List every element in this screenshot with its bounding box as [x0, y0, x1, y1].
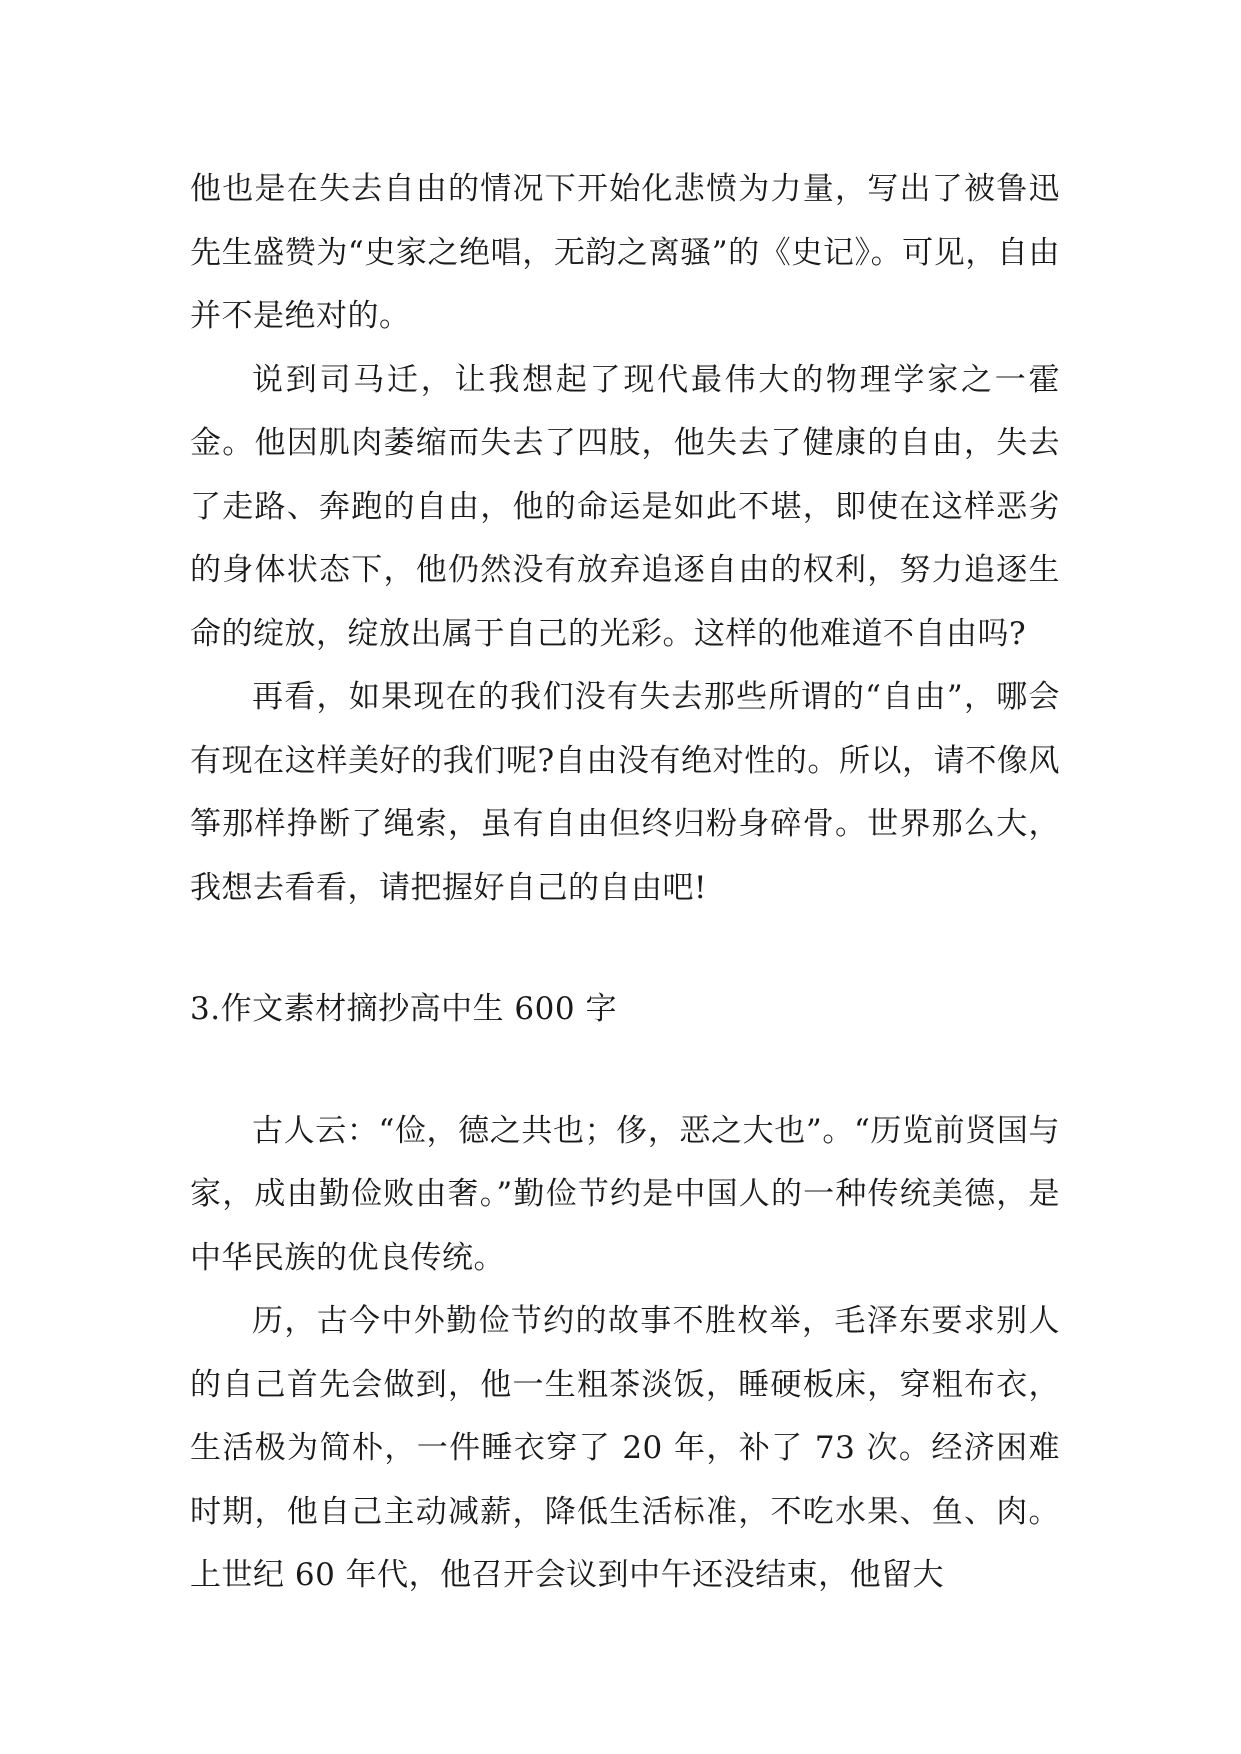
section-heading: 3.作文素材摘抄高中生 600 字 — [190, 991, 617, 1027]
paragraph: 再看，如果现在的我们没有失去那些所谓的“自由”，哪会有现在这样美好的我们呢?自由没有绝对性的。所以，请不像风筝那样挣断了绳索，虽有自由但终归粉身碎骨。世界那么大，我想去看看，请把握好自己的自由吧! — [190, 679, 1060, 906]
paragraph: 历，古今中外勤俭节约的故事不胜枚举，毛泽东要求别人的自己首先会做到，他一生粗茶淡饭，睡硬板床，穿粗布衣，生活极为简朴，一件睡衣穿了 20 年，补了 73 次。经济困难时期，他自己主动减薪，降低生活标准，不吃水果、鱼、肉。上世纪 60 年代，他召开会议到中午还没结束，他留大 — [190, 1303, 1060, 1593]
paragraph: 他也是在失去自由的情况下开始化悲愤为力量，写出了被鲁迅先生盛赞为“史家之绝唱，无韵之离骚”的《史记》。可见，自由并不是绝对的。 — [190, 171, 1060, 334]
paragraph: 说到司马迁，让我想起了现代最伟大的物理学家之一霍金。他因肌肉萎缩而失去了四肢，他失去了健康的自由，失去了走路、奔跑的自由，他的命运是如此不堪，即使在这样恶劣的身体状态下，他仍然没有放弃追逐自由的权利，努力追逐生命的绽放，绽放出属于自己的光彩。这样的他难道不自由吗? — [190, 361, 1060, 652]
spacer — [190, 1042, 1060, 1100]
document-page — [190, 158, 1060, 1608]
paragraph: 古人云：“俭，德之共也；侈，恶之大也”。“历览前贤国与家，成由勤俭败由奢。”勤俭节约是中国人的一种传统美德，是中华民族的优良传统。 — [190, 1112, 1060, 1276]
